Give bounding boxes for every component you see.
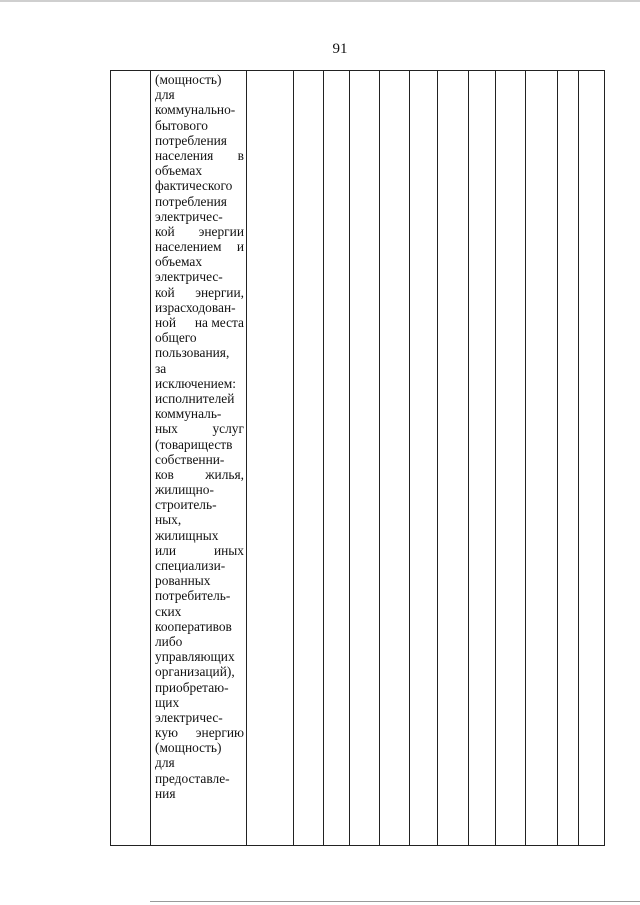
description-word: жилья, <box>205 466 244 482</box>
description-word: фактического <box>155 178 233 194</box>
description-word: (мощность) <box>155 740 222 756</box>
table-row <box>111 71 605 846</box>
description-line <box>155 209 244 224</box>
page-number: 91 <box>332 41 348 57</box>
value-cell <box>526 71 558 846</box>
description-word: или <box>155 542 177 558</box>
description-word: щих <box>155 694 180 710</box>
description-word: потребитель- <box>155 588 231 604</box>
description-line <box>155 437 244 452</box>
description-word: электричес- <box>155 269 223 285</box>
description-word: для <box>155 755 175 771</box>
description-line <box>155 573 244 588</box>
description-word: энергию <box>195 725 244 741</box>
description-line <box>155 330 244 345</box>
description-line <box>155 740 244 755</box>
description-word: ных, <box>155 512 182 528</box>
description-line <box>155 695 244 710</box>
description-line <box>155 680 244 695</box>
description-line <box>155 376 244 391</box>
description-word: кую <box>155 725 179 741</box>
description-line <box>155 588 244 603</box>
description-line <box>155 406 244 421</box>
description-line <box>155 178 244 193</box>
description-word: иных <box>213 542 244 558</box>
description-line <box>155 391 244 406</box>
description-line <box>155 528 244 543</box>
description-word: (товариществ <box>155 436 233 452</box>
description-word: в <box>237 147 244 163</box>
description-line <box>155 649 244 664</box>
description-line <box>155 118 244 133</box>
description-word: рованных <box>155 573 211 589</box>
value-cell <box>496 71 526 846</box>
value-cell <box>324 71 350 846</box>
description-word: бытового <box>155 117 208 133</box>
description-word: электричес- <box>155 208 223 224</box>
description-line <box>155 664 244 679</box>
description-word: собственни- <box>155 451 225 467</box>
description-word: потребления <box>155 193 227 209</box>
description-line <box>155 239 244 254</box>
description-line <box>155 755 244 770</box>
description-word: коммунально- <box>155 102 236 118</box>
description-word: населения <box>155 147 214 163</box>
description-line <box>155 148 244 163</box>
description-word: организаций), <box>155 664 235 680</box>
value-cell <box>558 71 579 846</box>
value-cell <box>294 71 324 846</box>
description-word: электричес- <box>155 709 223 725</box>
description-word: населением <box>155 239 222 255</box>
description-word: предоставле- <box>155 770 230 786</box>
description-word: управляющих <box>155 649 235 665</box>
document-table <box>110 70 605 846</box>
description-line <box>155 254 244 269</box>
description-line <box>155 619 244 634</box>
description-line <box>155 421 244 436</box>
description-line <box>155 771 244 786</box>
description-word: ских <box>155 603 182 619</box>
description-word: на места <box>194 315 244 330</box>
description-line <box>155 725 244 740</box>
value-cell <box>410 71 438 846</box>
description-word: объемах <box>155 163 203 179</box>
description-word: израсходован- <box>155 299 236 315</box>
description-line <box>155 452 244 467</box>
description-word: энергии <box>198 223 244 239</box>
description-word: исполнителей <box>155 390 235 406</box>
description-line <box>155 102 244 117</box>
description-line <box>155 300 244 315</box>
value-cell <box>438 71 469 846</box>
description-word: кой <box>155 223 175 239</box>
description-line <box>155 710 244 725</box>
description-line <box>155 285 244 300</box>
scan-bottom-edge <box>150 901 640 902</box>
value-cell <box>579 71 605 846</box>
description-line <box>155 345 244 360</box>
description-line <box>155 224 244 239</box>
description-word: специализи- <box>155 558 226 573</box>
description-word: за <box>155 360 167 376</box>
description-word: ных <box>155 421 178 437</box>
description-word: жилищных <box>155 527 219 543</box>
description-word: для <box>155 87 175 103</box>
scan-top-edge <box>0 0 640 2</box>
description-line <box>155 163 244 178</box>
description-word: энергии, <box>195 284 244 300</box>
description-word: потребления <box>155 132 227 148</box>
description-word: общего <box>155 330 197 346</box>
description-line <box>155 786 244 801</box>
description-line <box>155 467 244 482</box>
description-word: ков <box>155 466 174 482</box>
description-line <box>155 194 244 209</box>
description-word: кооперативов <box>155 618 232 634</box>
description-line <box>155 558 244 573</box>
description-word: объемах <box>155 254 203 270</box>
value-cell <box>380 71 410 846</box>
description-line <box>155 512 244 527</box>
description-line <box>155 269 244 284</box>
description-line <box>155 315 244 330</box>
description-line <box>155 87 244 102</box>
description-line <box>155 634 244 649</box>
description-word: и <box>236 239 244 255</box>
description-word: (мощность) <box>155 72 222 87</box>
description-line <box>155 543 244 558</box>
description-cell <box>151 71 247 846</box>
value-cell <box>247 71 294 846</box>
description-line <box>155 133 244 148</box>
description-word: либо <box>155 633 183 649</box>
description-line <box>155 482 244 497</box>
value-cell <box>350 71 380 846</box>
description-word: кой <box>155 284 175 300</box>
description-word: коммуналь- <box>155 406 222 422</box>
description-word: услуг <box>212 421 244 437</box>
description-word: ной <box>155 315 177 330</box>
description-word: исключением: <box>155 375 236 391</box>
value-cell <box>469 71 496 846</box>
description-line <box>155 497 244 512</box>
description-word: пользования, <box>155 345 230 361</box>
description-word: приобретаю- <box>155 679 229 695</box>
description-word: жилищно- <box>155 482 214 498</box>
description-line <box>155 604 244 619</box>
description-word: ния <box>155 785 176 801</box>
description-line <box>155 72 244 87</box>
description-word: строитель- <box>155 497 217 513</box>
description-line <box>155 361 244 376</box>
row-number-cell <box>111 71 151 846</box>
